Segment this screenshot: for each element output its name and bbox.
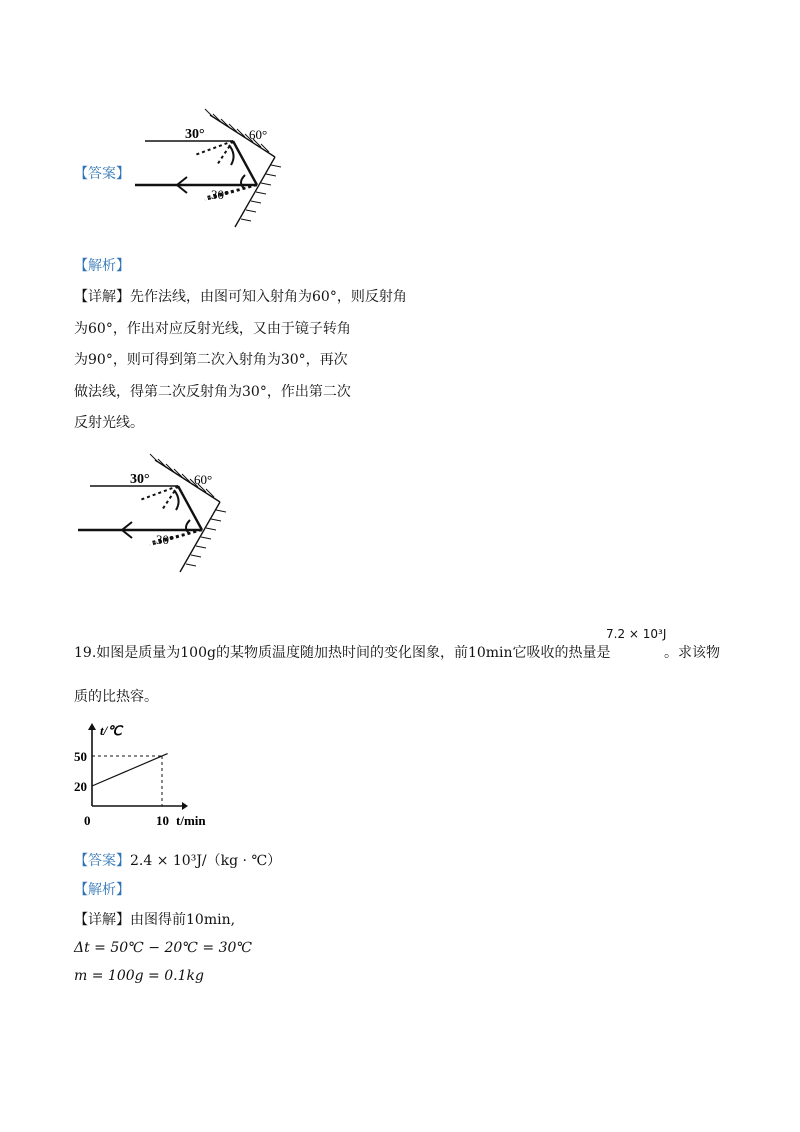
angle-label: 30° (185, 127, 205, 142)
y-tick-label: 50 (74, 749, 87, 764)
angle-label: 30° (130, 472, 150, 487)
question-19-text: 。求该物 (664, 645, 720, 661)
detail-text: 做法线，得第二次反射角为30°，作出第二次 (74, 384, 351, 400)
y-tick-label: 20 (74, 779, 87, 794)
series-line (92, 754, 168, 786)
detail-tag: 【详解】 (74, 289, 130, 305)
angle-label: 60° (249, 127, 268, 142)
detail-line (74, 287, 407, 307)
reflection-diagram-answer (125, 105, 300, 235)
angle-label: 30° (156, 532, 175, 547)
question-19-text: 质的比热容。 (74, 689, 158, 705)
question-19-text: 19.如图是质量为100g的某物质温度随加热时间的变化图象，前10min它吸收的热量是 (74, 645, 611, 661)
angle-label: 60° (194, 472, 213, 487)
answer-tag: 【答案】 (74, 166, 130, 182)
detail-text: 反射光线。 (74, 415, 144, 431)
answer-value: 2.4 × 10³J/（kg · ℃） (130, 853, 282, 869)
y-axis-label: t/℃ (100, 723, 122, 738)
detail-text: 先作法线，由图可知入射角为60°，则反射角 (130, 289, 407, 305)
y-axis-arrow (88, 723, 96, 730)
x-tick-label: 0 (84, 813, 91, 828)
temperature-time-chart (70, 720, 220, 832)
detail-tag: 【详解】 (74, 912, 130, 928)
heat-value: 7.2 × 10³J (606, 627, 667, 641)
analysis-tag: 【解析】 (74, 882, 130, 898)
answer-tag: 【答案】 (74, 853, 130, 869)
answer-line (74, 850, 281, 870)
x-tick-label: 10 (156, 813, 169, 828)
detail-text: 由图得前10min, (130, 912, 236, 928)
angle-label: 30° (211, 187, 230, 202)
equation: m = 100g = 0.1kg (74, 968, 204, 984)
detail-text: 为90°，则可得到第二次入射角为30°，再次 (74, 352, 348, 368)
detail-line (74, 910, 235, 930)
equation: Δt = 50℃ − 20℃ = 30℃ (74, 940, 253, 956)
x-axis-arrow (182, 802, 188, 810)
detail-text: 为60°，作出对应反射光线，又由于镜子转角 (74, 321, 351, 337)
reflection-diagram-analysis (70, 450, 245, 580)
analysis-tag: 【解析】 (74, 258, 130, 274)
x-axis-label: t/min (176, 813, 206, 828)
